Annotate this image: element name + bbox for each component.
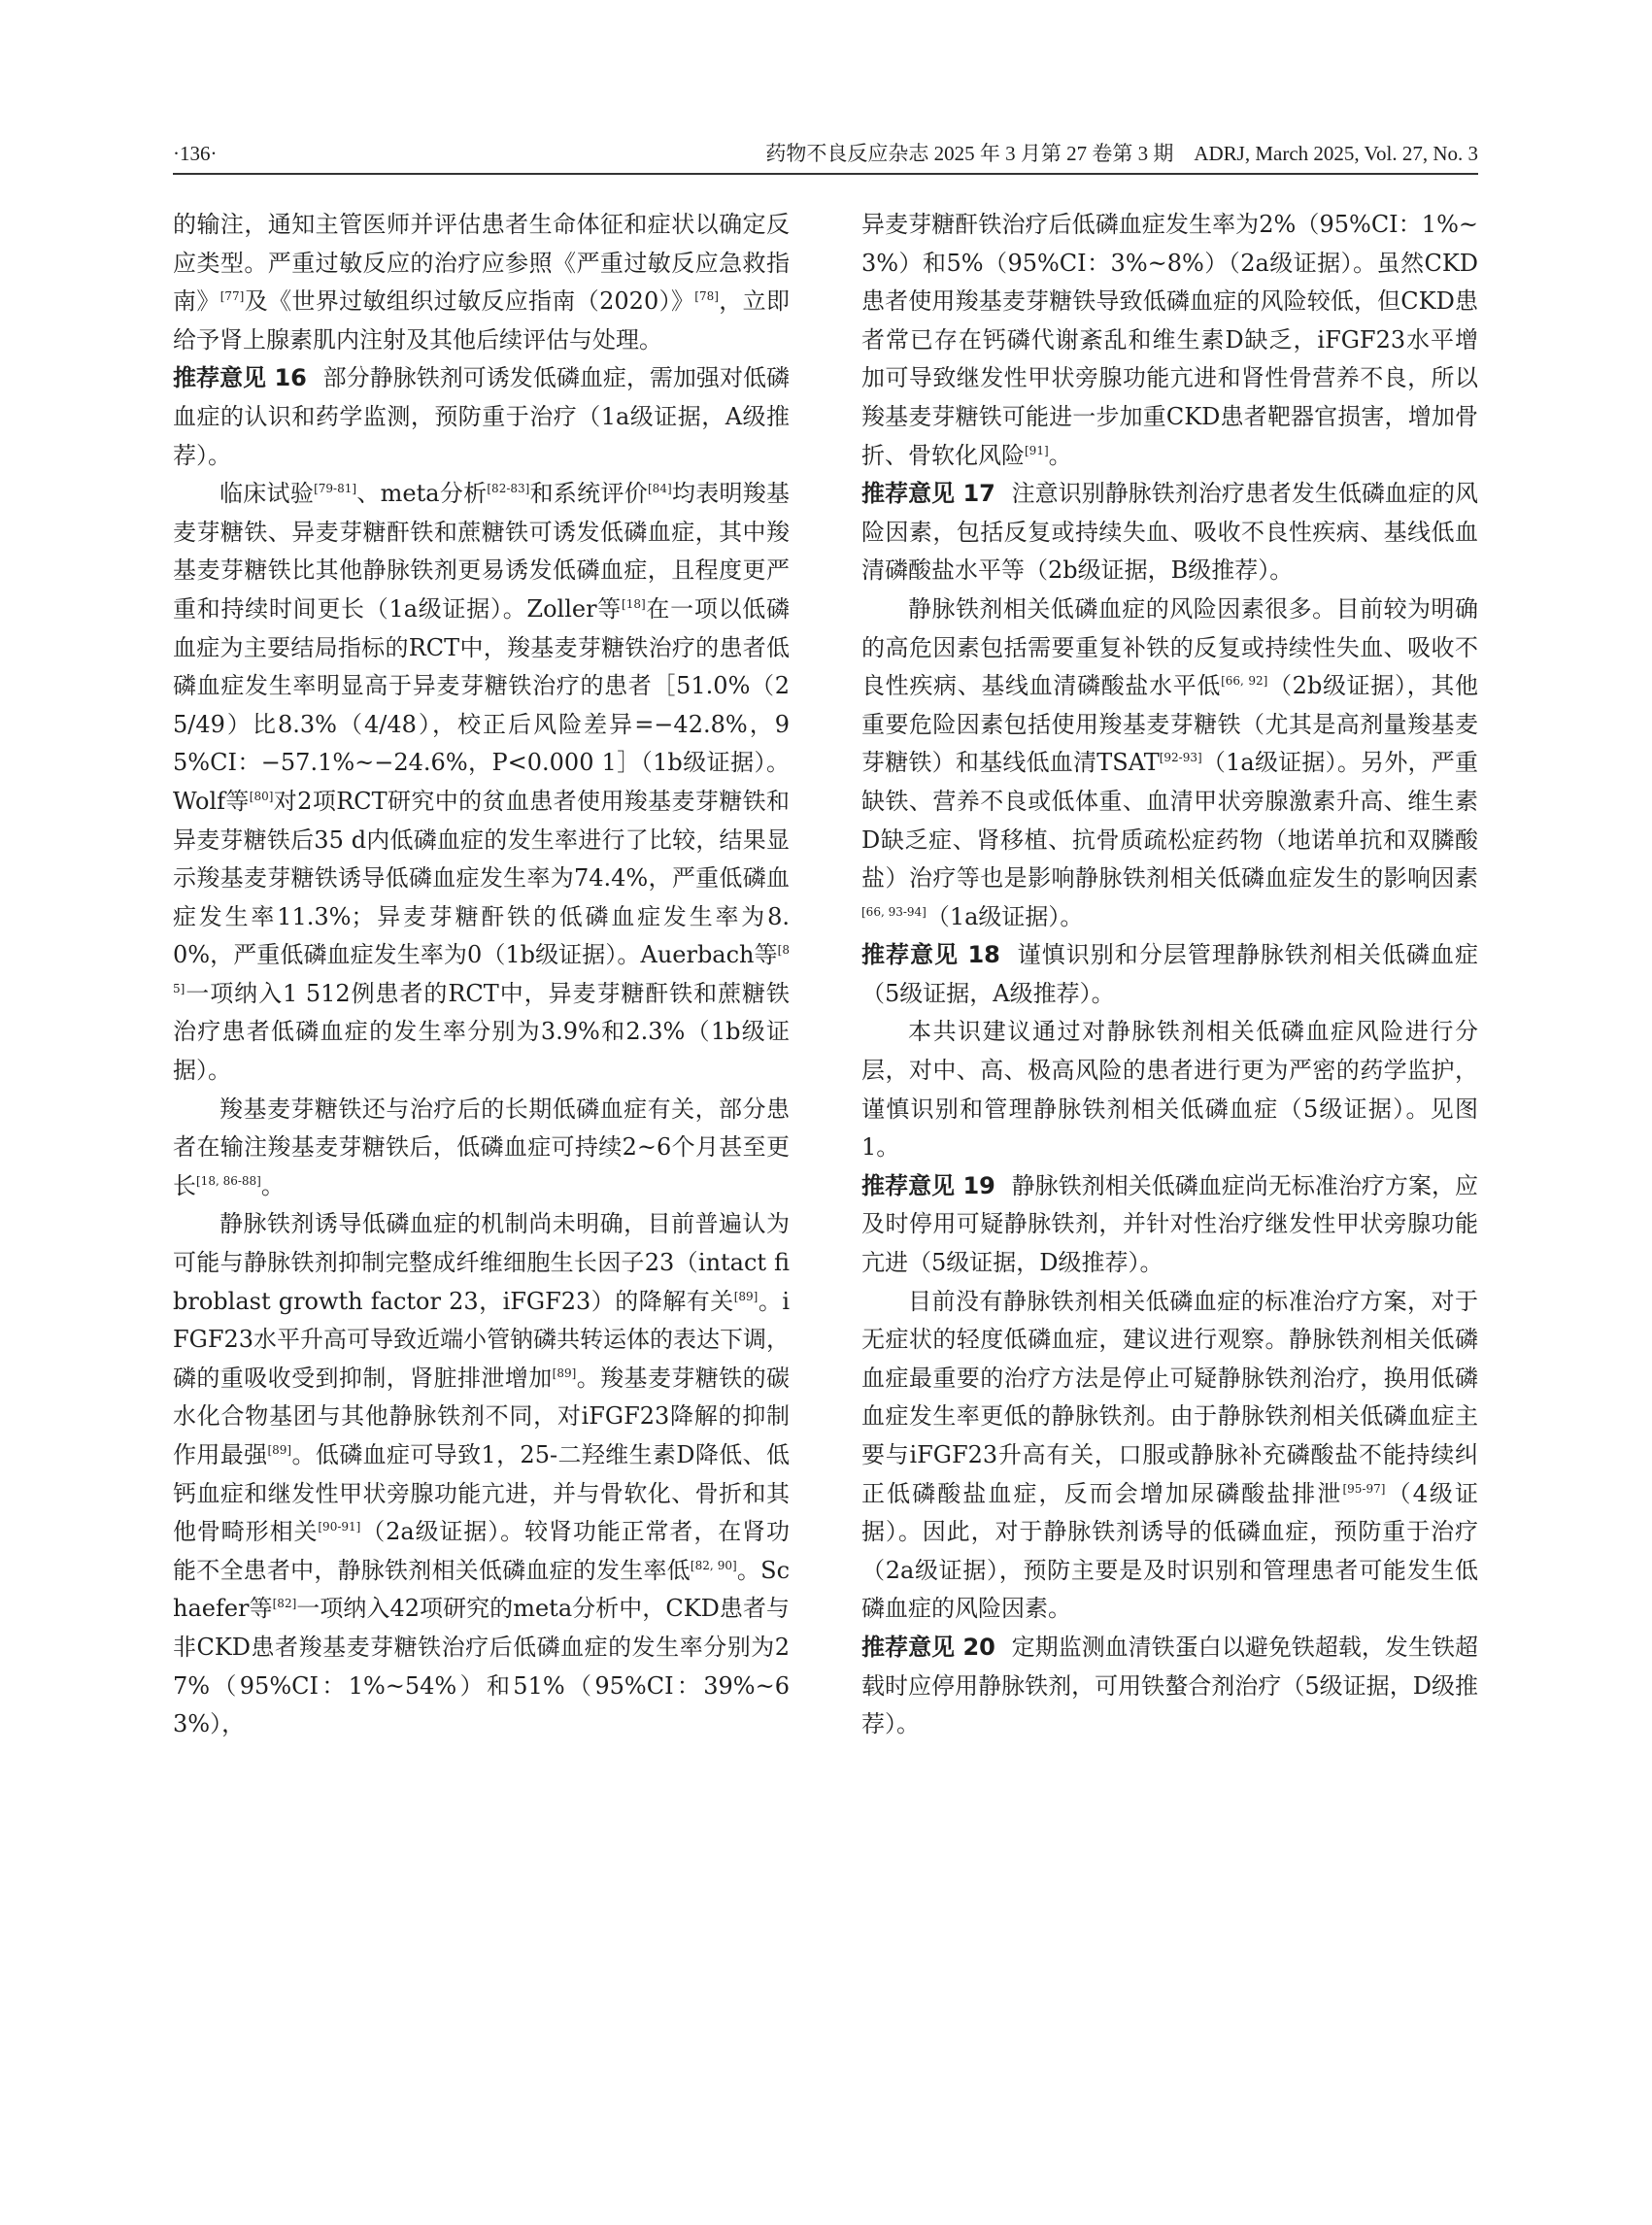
citation-ref: [66, 92] bbox=[1221, 674, 1268, 689]
citation-ref: [80] bbox=[249, 789, 274, 803]
paragraph: 目前没有静脉铁剂相关低磷血症的标准治疗方案，对于无症状的轻度低磷血症，建议进行观察。静脉铁剂相关低磷血症最重要的治疗方法是停止可疑静脉铁剂治疗，换用低磷血症发生率更低的静脉铁剂。由于静脉铁剂相关低磷血症主要与iFGF23升高有关，口服或静脉补充磷酸盐不能持续纠正低磷酸盐血症，反而会增加尿磷酸盐排泄[95-97]（4级证据）。因此，对于静脉铁剂诱导的低磷血症，预防重于治疗（2a级证据），预防主要是及时识别和管理患者可能发生低磷血症的风险因素。 bbox=[861, 1287, 1478, 1623]
citation-ref: [77] bbox=[219, 289, 245, 304]
recommendation-text: 静脉铁剂相关低磷血症尚无标准治疗方案，应及时停用可疑静脉铁剂，并针对性治疗继发性甲状旁腺功能亢进（5级证据，D级推荐）。 bbox=[861, 1171, 1478, 1277]
paragraph: 的输注，通知主管医师并评估患者生命体征和症状以确定反应类型。严重过敏反应的治疗应参照《严重过敏反应急救指南》[77]及《世界过敏组织过敏反应指南（2020）》[78]，立即给予肾上腺素肌内注射及其他后续评估与处理。 bbox=[173, 211, 791, 354]
citation-ref: [66, 93-94] bbox=[861, 904, 927, 919]
recommendation-label: 推荐意见 18 bbox=[861, 941, 1000, 969]
citation-ref: [89] bbox=[552, 1365, 577, 1380]
recommendation-20 bbox=[861, 1629, 1478, 1744]
citation-ref: [85] bbox=[173, 943, 790, 995]
citation-ref: [18, 86-88] bbox=[196, 1173, 261, 1188]
paragraph: 静脉铁剂相关低磷血症的风险因素很多。目前较为明确的高危因素包括需要重复补铁的反复或持续性失血、吸收不良性疾病、基线血清磷酸盐水平低[66, 92]（2b级证据），其他重要危险因素包括使用羧基麦芽糖铁（尤其是高剂量羧基麦芽糖铁）和基线低血清TSAT[92-93]（1a级证据）。另外，严重缺铁、营养不良或低体重、血清甲状旁腺激素升高、维生素D缺乏症、肾移植、抗骨质疏松症药物（地诺单抗和双膦酸盐）治疗等也是影响静脉铁剂相关低磷血症发生的影响因素[66, 93-94]（1a级证据）。 bbox=[861, 594, 1479, 930]
recommendation-text: 注意识别静脉铁剂治疗患者发生低磷血症的风险因素，包括反复或持续失血、吸收不良性疾病、基线低血清磷酸盐水平等（2b级证据，B级推荐）。 bbox=[861, 480, 1478, 585]
recommendation-label: 推荐意见 16 bbox=[173, 364, 307, 392]
recommendation-label: 推荐意见 17 bbox=[861, 480, 995, 508]
paragraph: 异麦芽糖酐铁治疗后低磷血症发生率为2%（95%CI：1%~3%）和5%（95%CI：3%~8%）（2a级证据）。虽然CKD患者使用羧基麦芽糖铁导致低磷血症的风险较低，但CKD患者常已存在钙磷代谢紊乱和维生素D缺乏，iFGF23水平增加可导致继发性甲状旁腺功能亢进和肾性骨营养不良，所以羧基麦芽糖铁可能进一步加重CKD患者靶器官损害，增加骨折、骨软化风险[91]。 bbox=[861, 211, 1478, 469]
paragraph: 静脉铁剂诱导低磷血症的机制尚未明确，目前普遍认为可能与静脉铁剂抑制完整成纤维细胞生长因子23（intact fibroblast growth factor 23，iFGF23）的降解有关[89]。iFGF23水平升高可导致近端小管钠磷共转运体的表达下调，磷的重吸收受到抑制，肾脏排泄增加[89]。羧基麦芽糖铁的碳水化合物基团与其他静脉铁剂不同，对iFGF23降解的抑制作用最强[89]。低磷血症可导致1，25-二羟维生素D降低、低钙血症和继发性甲状旁腺功能亢进，并与骨软化、骨折和其他骨畸形相关[90-91]（2a级证据）。较肾功能正常者，在肾功能不全患者中，静脉铁剂相关低磷血症的发生率低[82, 90]。Schaefer等[82]一项纳入42项研究的meta分析中，CKD患者与非CKD患者羧基麦芽糖铁治疗后低磷血症的发生率分别为27%（95%CI：1%~54%）和51%（95%CI：39%~63%）， bbox=[173, 1210, 791, 1738]
recommendation-label: 推荐意见 19 bbox=[861, 1171, 995, 1199]
recommendation-16 bbox=[173, 359, 790, 475]
citation-ref: [91] bbox=[1025, 443, 1049, 457]
citation-ref: [92-93] bbox=[1159, 751, 1202, 765]
paragraph: 本共识建议通过对静脉铁剂相关低磷血症风险进行分层，对中、高、极高风险的患者进行更为严密的药学监护，谨慎识别和管理静脉铁剂相关低磷血症（5级证据）。见图1。 bbox=[861, 1018, 1478, 1162]
recommendation-17 bbox=[861, 475, 1478, 590]
citation-ref: [89] bbox=[267, 1443, 292, 1457]
recommendation-text: 部分静脉铁剂可诱发低磷血症，需加强对低磷血症的认识和药学监测，预防重于治疗（1a级证据，A级推荐）。 bbox=[173, 364, 790, 469]
citation-ref: [90-91] bbox=[318, 1520, 361, 1534]
citation-ref: [82] bbox=[272, 1597, 297, 1611]
citation-ref: [79-81] bbox=[314, 482, 357, 496]
page-header bbox=[173, 138, 1478, 175]
citation-ref: [82, 90] bbox=[690, 1558, 737, 1572]
recommendation-text: 谨慎识别和分层管理静脉铁剂相关低磷血症（5级证据，A级推荐）。 bbox=[861, 941, 1479, 1007]
recommendation-text: 定期监测血清铁蛋白以避免铁超载，发生铁超载时应停用静脉铁剂，可用铁螯合剂治疗（5级证据，D级推荐）。 bbox=[861, 1633, 1478, 1738]
citation-ref: [95-97] bbox=[1342, 1481, 1386, 1496]
citation-ref: [82-83] bbox=[487, 482, 530, 496]
paragraph: 羧基麦芽糖铁还与治疗后的长期低磷血症有关，部分患者在输注羧基麦芽糖铁后，低磷血症可持续2~6个月甚至更长[18, 86-88]。 bbox=[173, 1095, 790, 1199]
left-column bbox=[173, 206, 790, 1744]
recommendation-label: 推荐意见 20 bbox=[861, 1633, 995, 1661]
citation-ref: [84] bbox=[648, 482, 672, 496]
journal-citation: 药物不良反应杂志 2025 年 3 月第 27 卷第 3 期 ADRJ, March 2025, Vol. 27, No. 3 bbox=[765, 142, 1478, 165]
citation-ref: [89] bbox=[733, 1289, 759, 1303]
recommendation-19 bbox=[861, 1167, 1478, 1283]
citation-ref: [18] bbox=[622, 596, 646, 611]
recommendation-18 bbox=[861, 936, 1478, 1013]
paragraph: 临床试验[79-81]、meta分析[82-83]和系统评价[84]均表明羧基麦芽糖铁、异麦芽糖酐铁和蔗糖铁可诱发低磷血症，其中羧基麦芽糖铁比其他静脉铁剂更易诱发低磷血症，且程度更严重和持续时间更长（1a级证据）。Zoller等[18]在一项以低磷血症为主要结局指标的RCT中，羧基麦芽糖铁治疗的患者低磷血症发生率明显高于异麦芽糖铁治疗的患者［51.0%（25/49）比8.3%（4/48），校正后风险差异=−42.8%，95%CI：−57.1%~−24.6%，P<0.000 1］（1b级证据）。Wolf等[80]对2项RCT研究中的贫血患者使用羧基麦芽糖铁和异麦芽糖铁后35 d内低磷血症的发生率进行了比较，结果显示羧基麦芽糖铁诱导低磷血症发生率为74.4%，严重低磷血症发生率11.3%；异麦芽糖酐铁的低磷血症发生率为8.0%，严重低磷血症发生率为0（1b级证据）。Auerbach等[85]一项纳入1 512例患者的RCT中，异麦芽糖酐铁和蔗糖铁治疗患者低磷血症的发生率分别为3.9%和2.3%（1b级证据）。 bbox=[173, 480, 791, 1085]
page-number: ·136· bbox=[173, 142, 218, 165]
citation-ref: [78] bbox=[694, 289, 719, 304]
right-column bbox=[861, 206, 1478, 1744]
